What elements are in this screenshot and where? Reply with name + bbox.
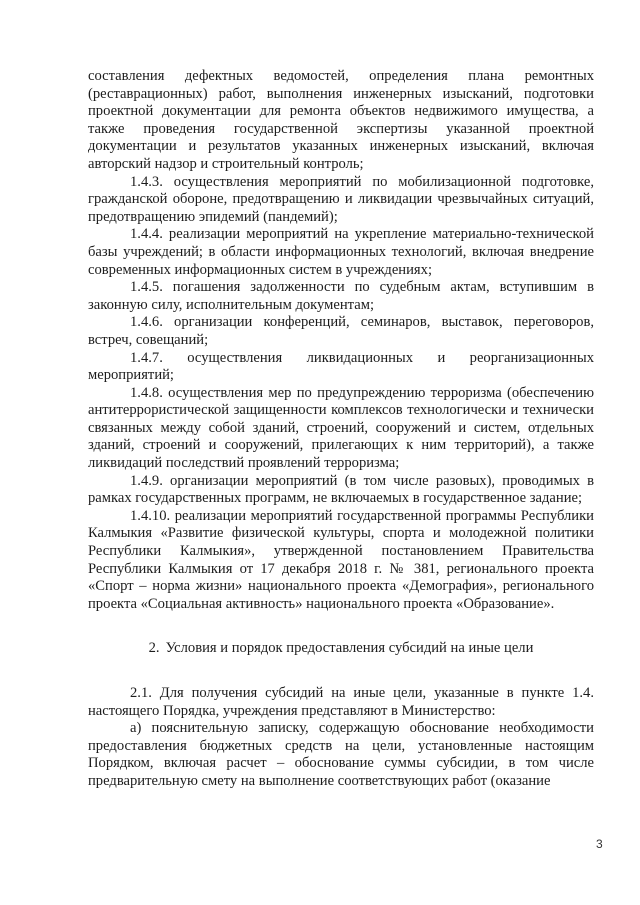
item-1-4-4: 1.4.4. реализации мероприятий на укрепление материально-технической базы учреждений; в области информационных технологий, включая внедрение современных информационных систем в учреждениях; (88, 226, 594, 278)
document-body (88, 68, 594, 791)
item-1-4-3: 1.4.3. осуществления мероприятий по мобилизационной подготовке, гражданской обороне, предотвращению и ликвидации чрезвычайных ситуаций, предотвращению эпидемий (пандемий); (88, 173, 594, 225)
paragraph-continuation: составления дефектных ведомостей, определения плана ремонтных (реставрационных) работ, выполнения инженерных изысканий, подготовки проектной документации для ремонта объектов недвижимого имущества, а также проведения государственной экспертизы указанной проектной документации и результатов указанных инженерных изысканий, включая авторский надзор и строительный контроль; (88, 68, 594, 172)
item-1-4-9: 1.4.9. организации мероприятий (в том числе разовых), проводимых в рамках государственных программ, не включаемых в государственное задание; (88, 472, 594, 507)
item-1-4-10: 1.4.10. реализации мероприятий государственной программы Республики Калмыкия «Развитие физической культуры, спорта и молодежной политики Республики Калмыкия», утвержденной постановлением Правительства Республики Калмыкия от 17 декабря 2018 г. № 381, регионального проекта «Спорт – норма жизни» национального проекта «Демография», регионального проекта «Социальная активность» национального проекта «Образование». (88, 507, 594, 612)
item-2-1-a: а) пояснительную записку, содержащую обоснование необходимости предоставления бюджетных средств на цели, установленные настоящим Порядком, включая расчет – обоснование суммы субсидии, в том числе предварительную смету на выполнение соответствующих работ (оказание (88, 720, 594, 789)
item-2-1: 2.1. Для получения субсидий на иные цели, указанные в пункте 1.4. настоящего Порядка, учреждения представляют в Министерство: (88, 685, 594, 719)
item-1-4-8: 1.4.8. осуществления мер по предупреждению терроризма (обеспечению антитеррористической защищенности комплексов технологически и технически связанных между собой зданий, строений, сооружений и систем, отдельных зданий, строений и сооружений, прилегающих к ним территорий), а также ликвидаций последствий проявлений терроризма; (88, 384, 594, 472)
item-1-4-6: 1.4.6. организации конференций, семинаров, выставок, переговоров, встреч, совещаний; (88, 314, 594, 348)
section-2-heading (88, 640, 594, 658)
item-1-4-5: 1.4.5. погашения задолженности по судебным актам, вступившим в законную силу, исполнительным документам; (88, 279, 594, 313)
page-number: 3 (596, 837, 603, 851)
section-2-number: 2. (148, 640, 160, 657)
section-2-title: Условия и порядок предоставления субсидий на иные цели (165, 640, 534, 657)
item-1-4-7: 1.4.7. осуществления ликвидационных и реорганизационных мероприятий; (88, 349, 594, 384)
